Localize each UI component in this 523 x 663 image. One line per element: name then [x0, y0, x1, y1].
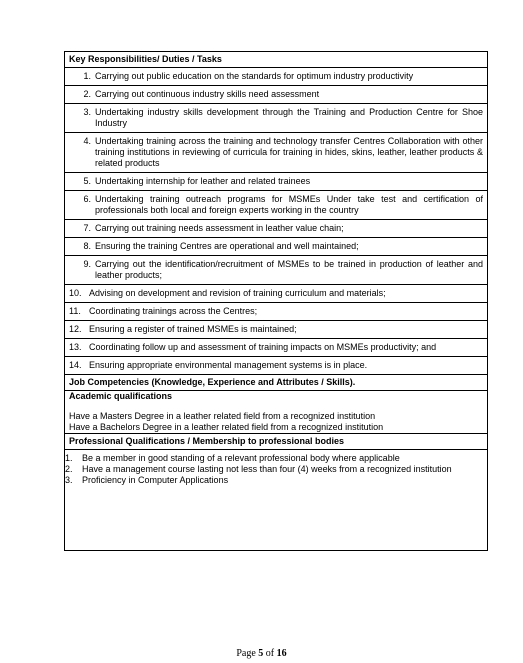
- responsibility-cell: [65, 238, 488, 256]
- page-footer: [0, 648, 523, 659]
- responsibility-number: 1.: [83, 71, 91, 81]
- professional-list-row: [65, 450, 488, 551]
- footer-total-pages: 16: [276, 648, 287, 659]
- responsibility-text: Coordinating trainings across the Centres;: [89, 306, 258, 316]
- professional-item: [65, 453, 483, 464]
- responsibility-row: [65, 191, 488, 220]
- professional-header: Professional Qualifications / Membership to professional bodies: [65, 434, 488, 450]
- responsibility-cell: [65, 133, 488, 173]
- responsibility-row: [65, 133, 488, 173]
- responsibility-row: [65, 357, 488, 375]
- professional-item-text: Proficiency in Computer Applications: [82, 475, 229, 485]
- responsibility-row: [65, 173, 488, 191]
- academic-line: Have a Bachelors Degree in a leather related field from a recognized institution: [69, 422, 384, 432]
- academic-title: Academic qualifications: [69, 391, 173, 401]
- responsibility-cell: [65, 104, 488, 133]
- responsibility-number: 14.: [69, 360, 82, 370]
- responsibility-text: Undertaking industry skills development through the Training and Production Centre for Shoe Industry: [95, 107, 483, 128]
- responsibility-row: [65, 238, 488, 256]
- academic-cell: [65, 391, 488, 434]
- responsibility-cell: [65, 357, 488, 375]
- professional-item-number: 3.: [65, 475, 73, 485]
- competencies-header-row: [65, 375, 488, 391]
- responsibilities-header-row: [65, 52, 488, 68]
- responsibility-cell: [65, 285, 488, 303]
- responsibility-text: Carrying out continuous industry skills need assessment: [95, 89, 320, 99]
- responsibility-cell: [65, 220, 488, 238]
- responsibility-cell: [65, 68, 488, 86]
- responsibility-cell: [65, 339, 488, 357]
- responsibility-row: [65, 68, 488, 86]
- responsibility-text: Ensuring a register of trained MSMEs is maintained;: [89, 324, 297, 334]
- footer-page-number: 5: [258, 648, 264, 659]
- footer-prefix: Page: [236, 648, 259, 659]
- responsibility-number: 6.: [83, 194, 91, 204]
- professional-list-cell: [65, 450, 488, 551]
- responsibility-row: [65, 104, 488, 133]
- professional-item-text: Have a management course lasting not less than four (4) weeks from a recognized institution: [82, 464, 452, 474]
- responsibility-number: 7.: [83, 223, 91, 233]
- responsibility-text: Carrying out the identification/recruitment of MSMEs to be trained in production of leather and leather products;: [95, 259, 483, 280]
- responsibility-cell: [65, 303, 488, 321]
- competencies-header: Job Competencies (Knowledge, Experience and Attributes / Skills).: [65, 375, 488, 391]
- responsibility-number: 2.: [83, 89, 91, 99]
- responsibility-cell: [65, 86, 488, 104]
- responsibility-text: Ensuring appropriate environmental management systems is in place.: [89, 360, 368, 370]
- professional-item: [65, 464, 483, 475]
- responsibility-cell: [65, 173, 488, 191]
- responsibility-number: 10.: [69, 288, 82, 298]
- responsibility-number: 12.: [69, 324, 82, 334]
- academic-row: [65, 391, 488, 434]
- professional-item: [65, 475, 483, 486]
- responsibility-number: 13.: [69, 342, 82, 352]
- responsibility-text: Advising on development and revision of training curriculum and materials;: [89, 288, 386, 298]
- responsibility-row: [65, 86, 488, 104]
- responsibility-row: [65, 220, 488, 238]
- professional-item-text: Be a member in good standing of a relevant professional body where applicable: [82, 453, 400, 463]
- responsibility-cell: [65, 191, 488, 220]
- responsibility-number: 9.: [83, 259, 91, 269]
- responsibility-row: [65, 256, 488, 285]
- professional-header-row: [65, 434, 488, 450]
- responsibility-text: Undertaking training outreach programs for MSMEs Under take test and certification of professionals both local and foreign experts working in the country: [95, 194, 483, 215]
- responsibility-number: 3.: [83, 107, 91, 117]
- responsibility-text: Carrying out training needs assessment in leather value chain;: [95, 223, 344, 233]
- responsibility-number: 5.: [83, 176, 91, 186]
- responsibility-row: [65, 285, 488, 303]
- professional-item-number: 1.: [65, 453, 73, 463]
- responsibility-text: Undertaking internship for leather and related trainees: [95, 176, 311, 186]
- professional-item-number: 2.: [65, 464, 73, 474]
- academic-line: Have a Masters Degree in a leather related field from a recognized institution: [69, 411, 376, 421]
- responsibilities-header: Key Responsibilities/ Duties / Tasks: [65, 52, 488, 68]
- responsibility-text: Undertaking training across the training and technology transfer Centres Collaboration with other training institutions in reviewing of curricula for training in hides, skins, leather, leather products & related products: [95, 136, 483, 168]
- responsibility-text: Ensuring the training Centres are operational and well maintained;: [95, 241, 359, 251]
- responsibility-number: 11.: [69, 306, 81, 316]
- responsibility-cell: [65, 256, 488, 285]
- responsibility-row: [65, 339, 488, 357]
- responsibility-number: 8.: [83, 241, 91, 251]
- responsibility-row: [65, 321, 488, 339]
- responsibility-cell: [65, 321, 488, 339]
- responsibility-text: Carrying out public education on the standards for optimum industry productivity: [95, 71, 414, 81]
- responsibility-text: Coordinating follow up and assessment of training impacts on MSMEs productivity; and: [89, 342, 437, 352]
- footer-middle: of: [263, 648, 277, 659]
- responsibility-number: 4.: [83, 136, 91, 146]
- responsibility-row: [65, 303, 488, 321]
- job-description-table: [64, 51, 488, 551]
